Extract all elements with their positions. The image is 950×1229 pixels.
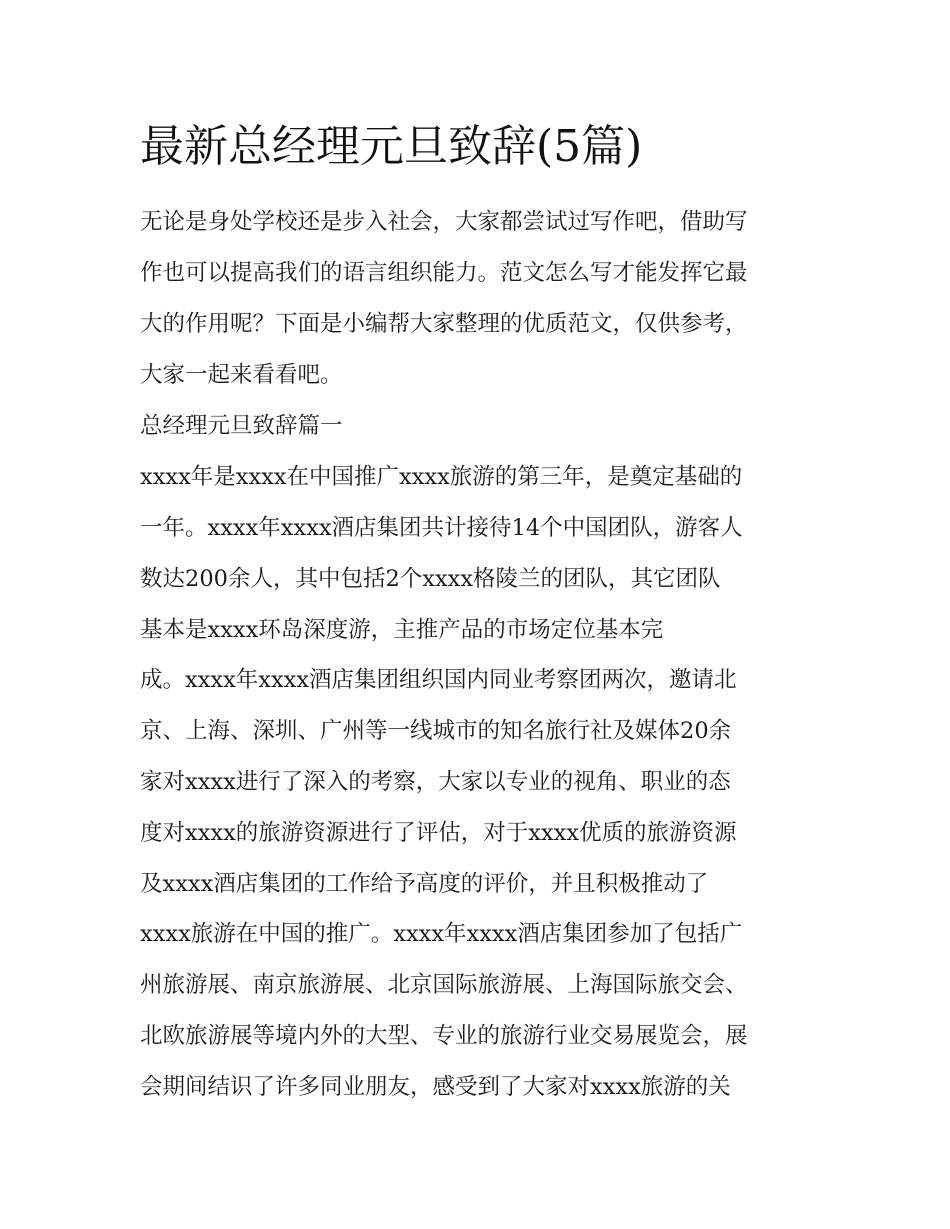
body-line: 家对xxxx进行了深入的考察，大家以专业的视角、职业的态 — [140, 769, 731, 795]
body-line: xxxx年是xxxx在中国推广xxxx旅游的第三年，是奠定基础的 — [140, 464, 743, 490]
body-line: 京、上海、深圳、广州等一线城市的知名旅行社及媒体20余 — [140, 718, 732, 744]
body-line: 及xxxx酒店集团的工作给予高度的评价，并且积极推动了 — [140, 871, 709, 897]
body-line: 成。xxxx年xxxx酒店集团组织国内同业考察团两次，邀请北 — [140, 667, 737, 693]
body-line: 北欧旅游展等境内外的大型、专业的旅游行业交易展览会，展 — [140, 1023, 748, 1049]
intro-line: 无论是身处学校还是步入社会，大家都尝试过写作吧，借助写 — [140, 209, 748, 235]
body-line: 州旅游展、南京旅游展、北京国际旅游展、上海国际旅交会、 — [140, 972, 748, 998]
body-line: 一年。xxxx年xxxx酒店集团共计接待14个中国团队，游客人 — [140, 515, 743, 541]
body-line: xxxx旅游在中国的推广。xxxx年xxxx酒店集团参加了包括广 — [140, 921, 743, 947]
body-line: 会期间结识了许多同业朋友，感受到了大家对xxxx旅游的关 — [140, 1074, 731, 1100]
intro-line: 作也可以提高我们的语言组织能力。范文怎么写才能发挥它最 — [140, 260, 748, 286]
body-line: 数达200余人，其中包括2个xxxx格陵兰的团队，其它团队 — [140, 566, 721, 592]
section-heading: 总经理元旦致辞篇一 — [140, 413, 343, 439]
body-line: 度对xxxx的旅游资源进行了评估，对于xxxx优质的旅游资源 — [140, 820, 737, 846]
intro-line: 大的作用呢？下面是小编帮大家整理的优质范文，仅供参考， — [140, 311, 748, 337]
body-line: 基本是xxxx环岛深度游，主推产品的市场定位基本完 — [140, 617, 664, 643]
document-title: 最新总经理元旦致辞(5篇) — [140, 121, 643, 172]
intro-line: 大家一起来看看吧。 — [140, 362, 343, 388]
